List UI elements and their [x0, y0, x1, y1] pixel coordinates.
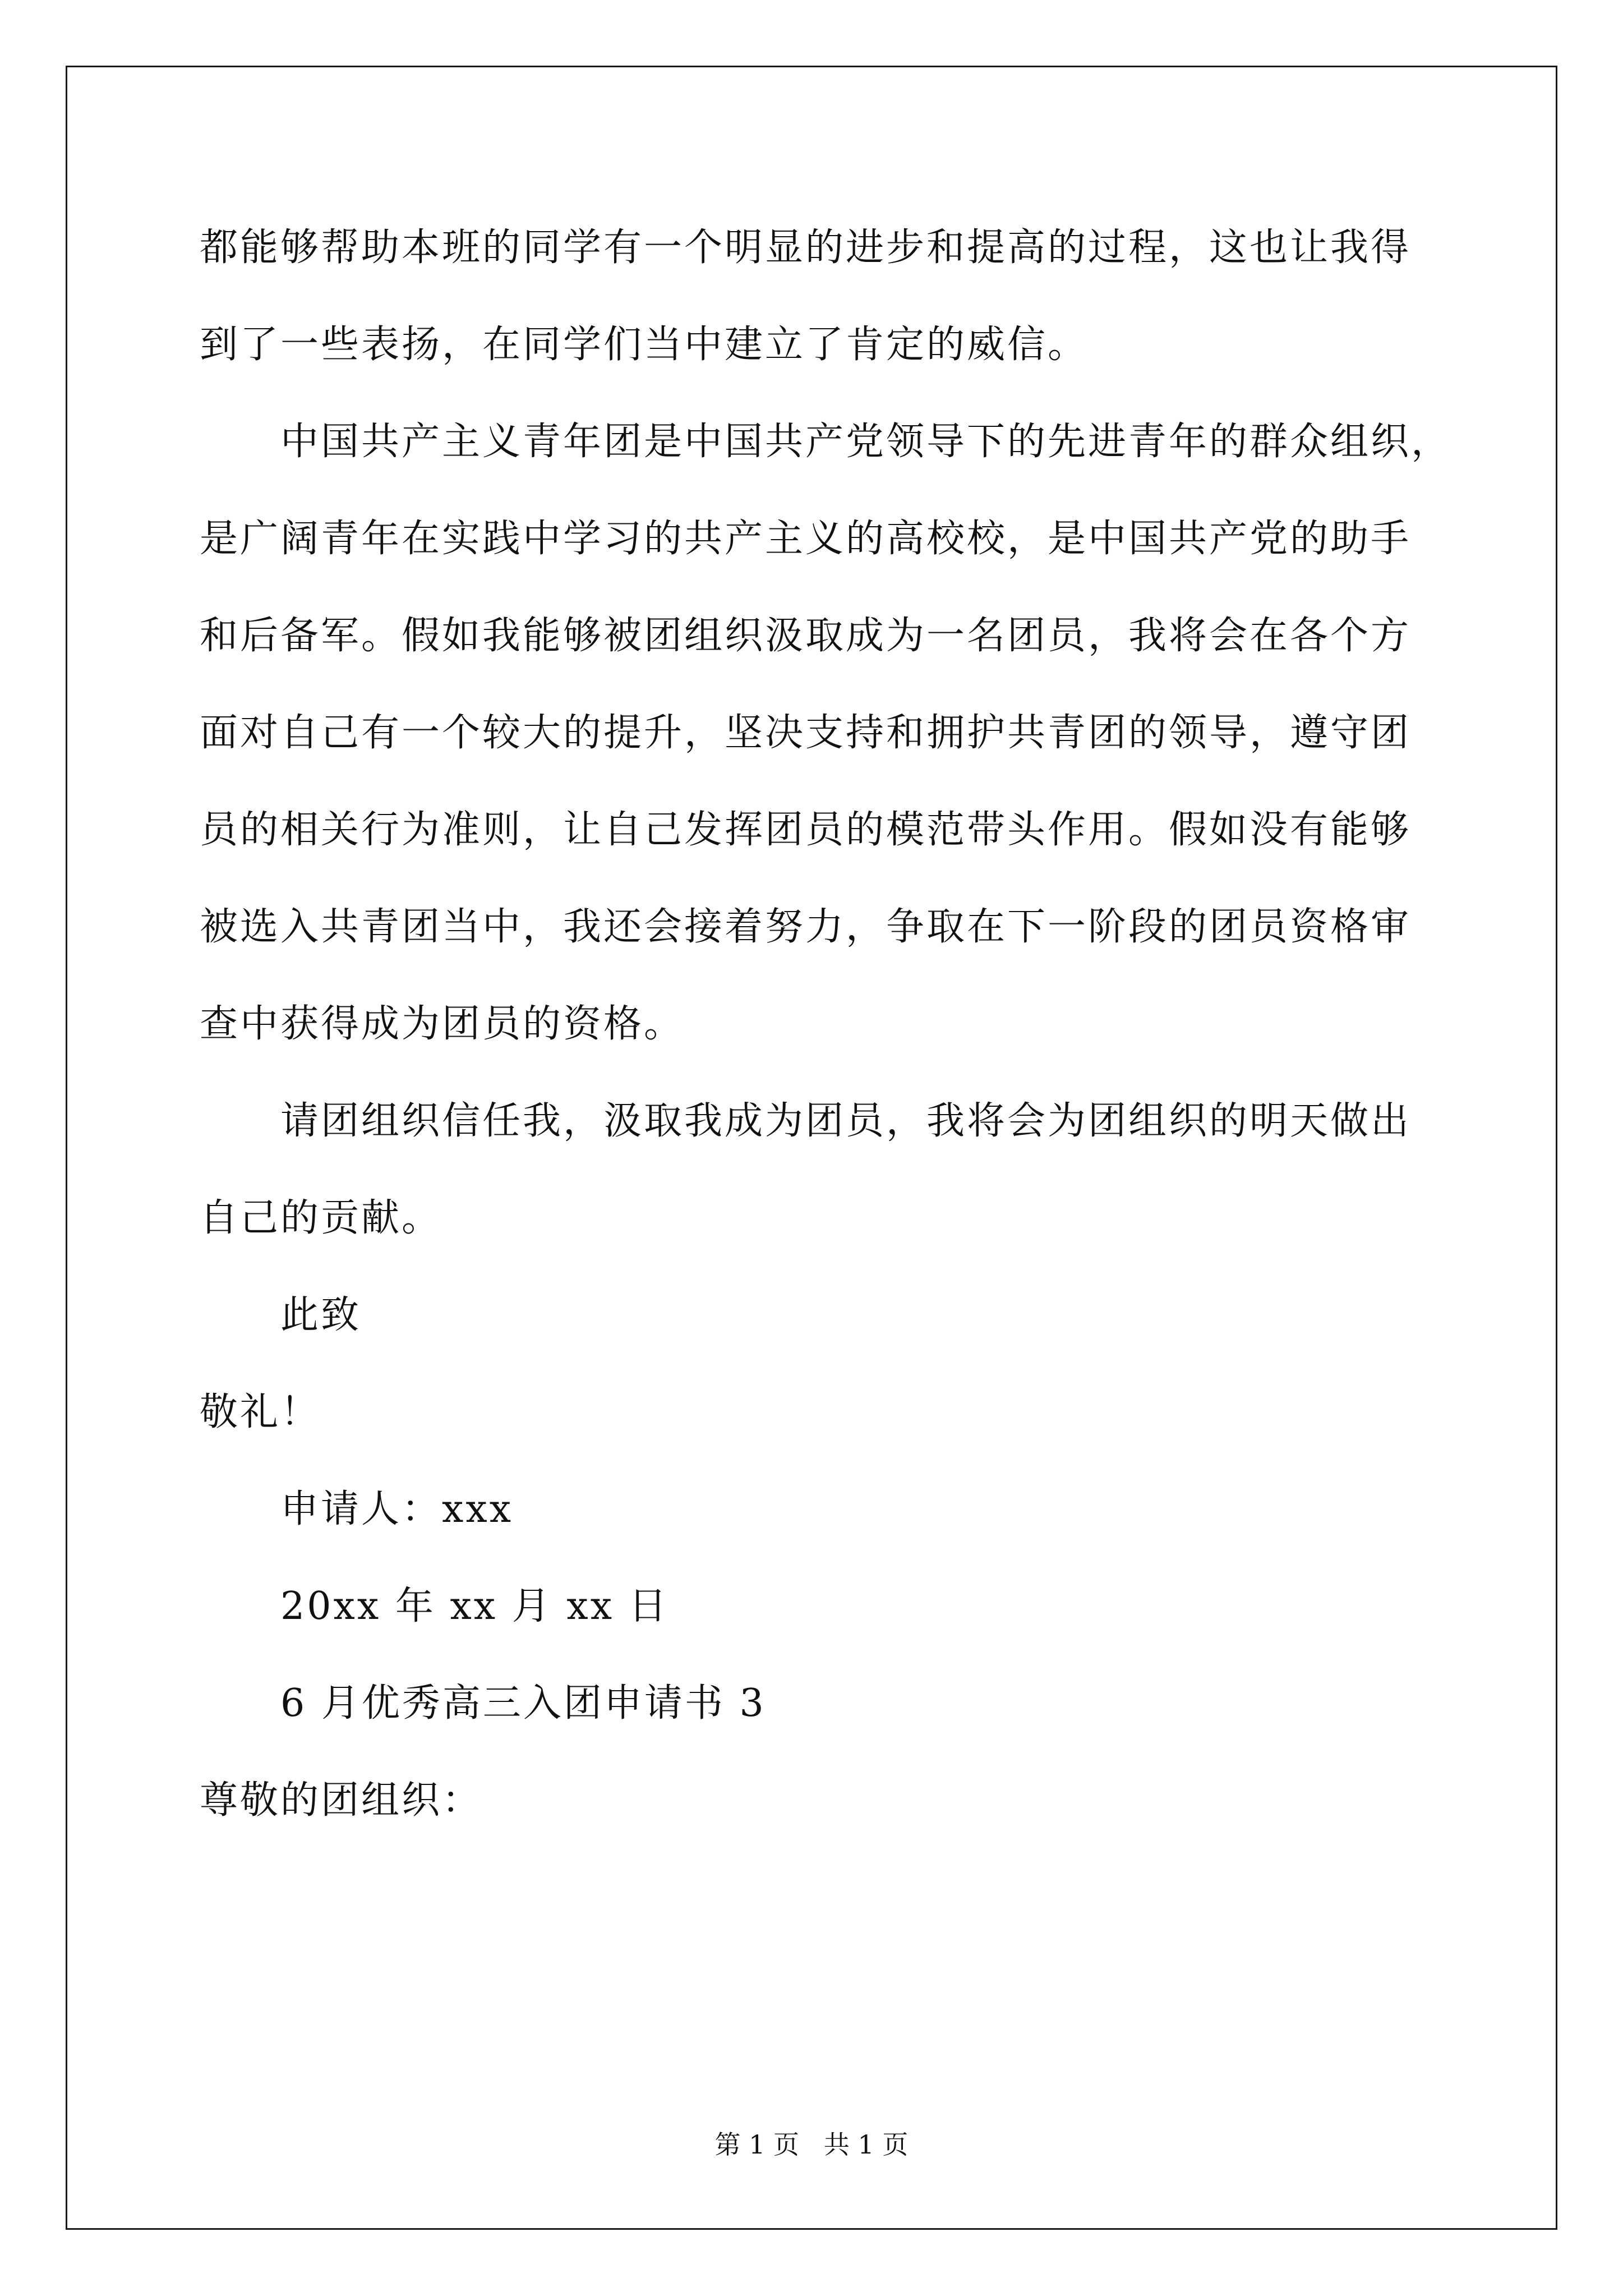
body-line: 被选入共青团当中，我还会接着努力，争取在下一阶段的团员资格审 [200, 905, 1412, 949]
closing-regards: 敬礼！ [200, 1390, 321, 1434]
closing-salutation: 此致 [280, 1293, 362, 1337]
applicant-signature: 申请人：xxx [280, 1487, 514, 1531]
body-line: 请团组织信任我，汲取我成为团员，我将会为团组织的明天做出 [280, 1099, 1412, 1143]
body-line: 查中获得成为团员的资格。 [200, 1002, 685, 1046]
section-title: 6 月优秀高三入团申请书 3 [280, 1681, 766, 1726]
body-line: 和后备军。假如我能够被团组织汲取成为一名团员，我将会在各个方 [200, 614, 1412, 658]
page-border [66, 66, 1557, 2230]
greeting-line: 尊敬的团组织： [200, 1778, 483, 1823]
body-line: 面对自己有一个较大的提升，坚决支持和拥护共青团的领导，遵守团 [200, 711, 1412, 755]
body-line: 是广阔青年在实践中学习的共产主义的高校校，是中国共产党的助手 [200, 517, 1412, 561]
body-line: 到了一些表扬，在同学们当中建立了肯定的威信。 [200, 323, 1089, 367]
body-line: 自己的贡献。 [200, 1196, 442, 1240]
date-line: 20xx 年 xx 月 xx 日 [280, 1584, 669, 1628]
body-line: 中国共产主义青年团是中国共产党领导下的先进青年的群众组织， [280, 420, 1452, 464]
page-footer: 第 1 页 共 1 页 [714, 2129, 909, 2160]
body-line: 员的相关行为准则，让自己发挥团员的模范带头作用。假如没有能够 [200, 808, 1412, 852]
body-line: 都能够帮助本班的同学有一个明显的进步和提高的过程，这也让我得 [200, 226, 1412, 270]
